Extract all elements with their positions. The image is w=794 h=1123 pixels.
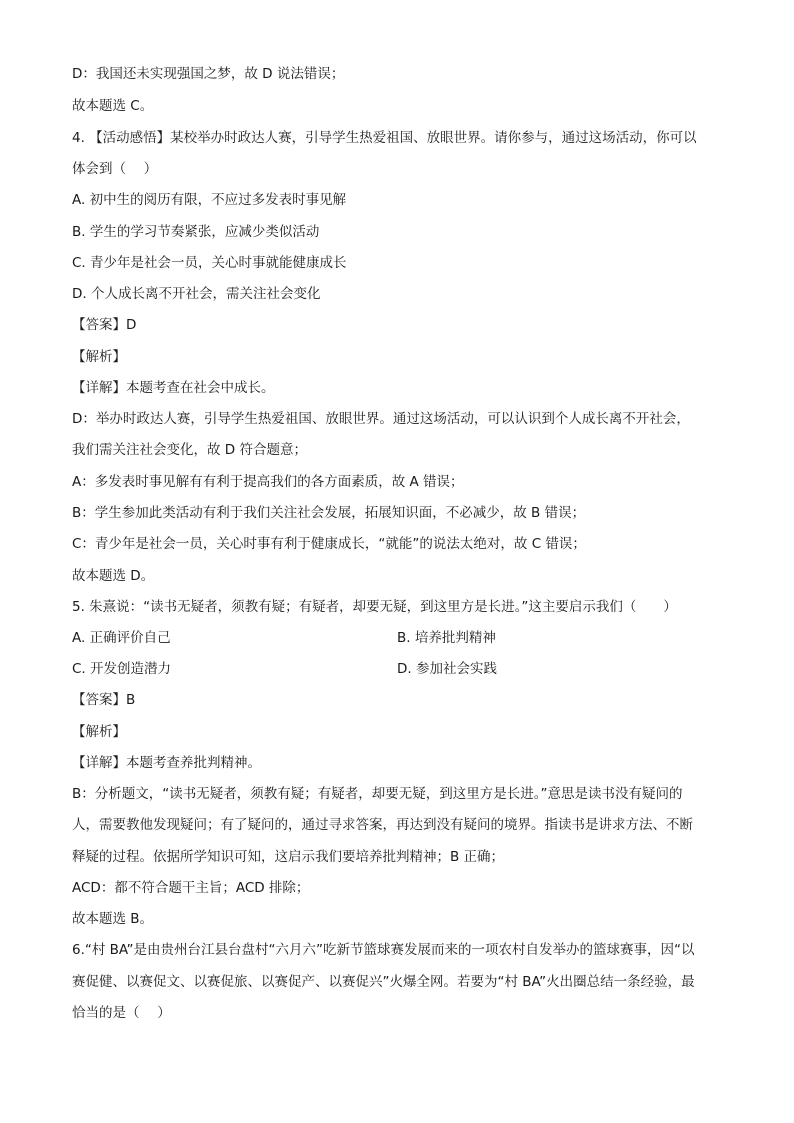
answer-label: 【答案】B <box>72 692 136 708</box>
option-a: A. 初中生的阅历有限，不应过多发表时事见解 <box>72 192 347 208</box>
option-a: A. 正确评价自己 <box>72 630 171 646</box>
text-line: 故本题选 C。 <box>72 98 154 114</box>
question-4-stem-cont: 体会到（ ） <box>72 161 158 177</box>
text-line: C：青少年是社会一员，关心时事有利于健康成长，“就能”的说法太绝对，故 C 错误； <box>72 536 586 552</box>
question-6-stem-cont: 恰当的是（ ） <box>72 1005 171 1021</box>
text-line: 释疑的过程。依据所学知识可知，这启示我们要培养批判精神；B 正确； <box>72 849 505 865</box>
option-d: D. 个人成长离不开社会，需关注社会变化 <box>72 286 321 302</box>
text-line: D：我国还未实现强国之梦，故 D 说法错误； <box>72 66 345 82</box>
question-6-stem: 6.“村 BA”是由贵州台江县台盘村“六月六”吃新节篮球赛发展而来的一项农村自发举办的篮球赛事，因“以 <box>72 942 695 958</box>
question-5-stem: 5. 朱熹说：“读书无疑者，须教有疑；有疑者，却要无疑，到这里方是长进。”这主要启示我们（ ） <box>72 599 677 615</box>
option-c: C. 青少年是社会一员，关心时事就能健康成长 <box>72 255 347 271</box>
text-line: B：学生参加此类活动有利于我们关注社会发展，拓展知识面，不必减少，故 B 错误； <box>72 505 586 521</box>
option-d: D. 参加社会实践 <box>397 661 497 677</box>
question-4-stem: 4. 【活动感悟】某校举办时政达人赛，引导学生热爱祖国、放眼世界。请你参与，通过这场活动，你可以 <box>72 130 697 146</box>
option-b: B. 学生的学习节奏紧张，应减少类似活动 <box>72 224 320 240</box>
text-line: A：多发表时事见解有有利于提高我们的各方面素质，故 A 错误； <box>72 474 464 490</box>
text-line: D：举办时政达人赛，引导学生热爱祖国、放眼世界。通过这场活动，可以认识到个人成长离不开社会， <box>72 411 690 427</box>
question-6-stem-cont: 赛促健、以赛促文、以赛促旅、以赛促产、以赛促兴”火爆全网。若要为“村 BA”火出圈总结一条经验，最 <box>72 974 695 990</box>
text-line: 人，需要教他发现疑问；有了疑问的，通过寻求答案，再达到没有疑问的境界。指读书是讲求方法、不断 <box>72 817 693 833</box>
option-b: B. 培养批判精神 <box>397 630 496 646</box>
detail-label: 【详解】本题考查养批判精神。 <box>72 755 261 771</box>
text-line: 我们需关注社会变化，故 D 符合题意； <box>72 442 307 458</box>
detail-label: 【详解】本题考查在社会中成长。 <box>72 380 275 396</box>
text-line: 故本题选 B。 <box>72 911 154 927</box>
analysis-label: 【解析】 <box>72 724 126 740</box>
analysis-label: 【解析】 <box>72 349 126 365</box>
text-line: ACD：都不符合题干主旨；ACD 排除； <box>72 880 310 896</box>
text-line: 故本题选 D。 <box>72 568 155 584</box>
option-c: C. 开发创造潜力 <box>72 661 172 677</box>
text-line: B：分析题文，“读书无疑者，须教有疑；有疑者，却要无疑，到这里方是长进。”意思是读书没有疑问的 <box>72 786 683 802</box>
answer-label: 【答案】D <box>72 317 137 333</box>
